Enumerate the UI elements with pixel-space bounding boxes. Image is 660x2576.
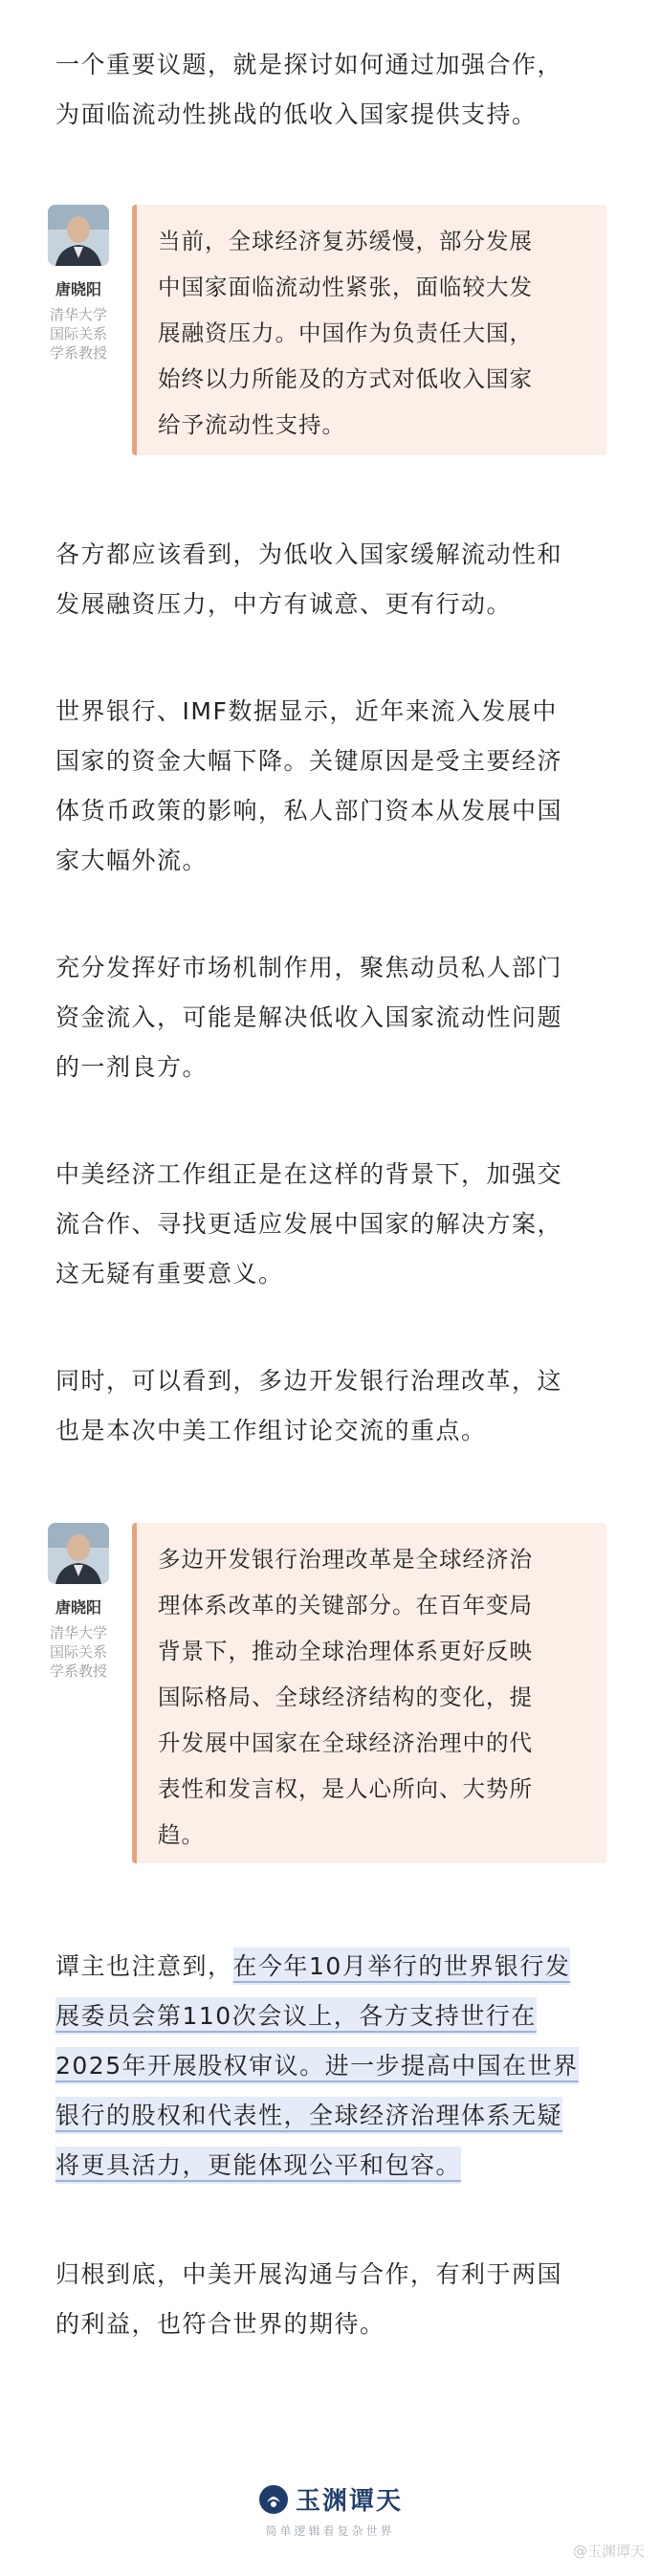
highlighted-text: 在今年10月举行的世界银行发	[233, 1948, 571, 1985]
highlighted-text: 银行的股权和代表性，全球经济治理体系无疑	[55, 2097, 562, 2134]
highlighted-text: 2025年开展股权审议。进一步提高中国在世界	[55, 2047, 579, 2084]
quote-line: 升发展中国家在全球经济治理中的代	[158, 1729, 533, 1756]
text-line	[55, 2091, 610, 2141]
avatar	[48, 1523, 109, 1584]
text-line: 各方都应该看到，为低收入国家缓解流动性和	[55, 540, 563, 568]
quote-author	[40, 205, 117, 363]
text-line: 为面临流动性挑战的低收入国家提供支持。	[55, 100, 538, 128]
paragraph-intro	[55, 40, 610, 140]
quote-line: 理体系改革的关键部分。在百年变局	[158, 1592, 533, 1618]
quote-line: 始终以力所能及的方式对低收入国家	[158, 365, 533, 392]
watermark: @玉渊谭天	[572, 2543, 645, 2560]
text-line	[55, 2141, 610, 2191]
text-line	[55, 2041, 610, 2091]
quote-box	[132, 1523, 606, 1863]
avatar	[48, 205, 109, 266]
author-title-line: 学系教授	[49, 1662, 107, 1680]
quote-line: 趋。	[158, 1821, 205, 1848]
paragraph-conclusion	[55, 2250, 610, 2349]
highlighted-text: 展委员会第110次会议上，各方支持世行在	[55, 1997, 537, 2035]
logo-name: 玉渊谭天	[295, 2487, 403, 2516]
text-line: 资金流入，可能是解决低收入国家流动性问题	[55, 1003, 563, 1031]
paragraph-highlighted	[55, 1942, 610, 2191]
text-line: 的利益，也符合世界的期待。	[55, 2310, 385, 2338]
logo-slogan: 简单逻辑看复杂世界	[265, 2524, 395, 2538]
author-title	[40, 1623, 117, 1681]
author-title	[40, 305, 117, 363]
quote-line: 多边开发银行治理改革是全球经济治	[158, 1546, 533, 1573]
paragraph	[55, 943, 610, 1092]
text-line: 体货币政策的影响，私人部门资本从发展中国	[55, 797, 563, 825]
quote-author	[40, 1523, 117, 1681]
quote-line: 当前，全球经济复苏缓慢，部分发展	[158, 228, 533, 254]
text-plain: 谭主也注意到，	[55, 1952, 233, 1980]
author-title-line: 国际关系	[49, 325, 107, 342]
paragraph	[55, 1356, 610, 1456]
quote-line: 展融资压力。中国作为负责任大国，	[158, 319, 533, 346]
author-title-line: 清华大学	[49, 306, 107, 323]
text-line: 这无疑有重要意义。	[55, 1260, 284, 1288]
text-line: 流合作、寻找更适应发展中国家的解决方案，	[55, 1210, 563, 1238]
text-line	[55, 1942, 610, 1992]
author-title-line: 国际关系	[49, 1643, 107, 1661]
text-line: 归根到底，中美开展沟通与合作，有利于两国	[55, 2260, 563, 2288]
author-title-line: 学系教授	[49, 344, 107, 362]
text-line: 世界银行、IMF数据显示，近年来流入发展中	[55, 697, 558, 725]
text-line: 充分发挥好市场机制作用，聚焦动员私人部门	[55, 954, 563, 981]
quote-box	[132, 205, 606, 455]
paragraph	[55, 530, 610, 629]
footer-logo	[249, 2481, 411, 2548]
author-title-line: 清华大学	[49, 1624, 107, 1641]
highlighted-text: 将更具活力，更能体现公平和包容。	[55, 2147, 461, 2184]
text-line: 一个重要议题，就是探讨如何通过加强合作，	[55, 51, 563, 78]
quote-line: 中国家面临流动性紧张，面临较大发	[158, 274, 533, 300]
text-line: 家大幅外流。	[55, 847, 209, 874]
author-name: 唐晓阳	[55, 280, 101, 298]
author-name: 唐晓阳	[55, 1598, 101, 1617]
quote-line: 表性和发言权，是人心所向、大势所	[158, 1775, 533, 1802]
logo-row	[249, 2481, 411, 2517]
text-line	[55, 1992, 610, 2041]
text-line: 发展融资压力，中方有诚意、更有行动。	[55, 590, 513, 618]
expert-quote	[40, 1523, 614, 1863]
text-line: 同时，可以看到，多边开发银行治理改革，这	[55, 1367, 563, 1395]
quote-line: 背景下，推动全球治理体系更好反映	[158, 1638, 533, 1664]
paragraph	[55, 1150, 610, 1299]
logo-icon	[257, 2483, 290, 2516]
paragraph	[55, 687, 610, 886]
text-line: 的一剂良方。	[55, 1053, 209, 1081]
text-line: 国家的资金大幅下降。关键原因是受主要经济	[55, 747, 563, 775]
expert-quote	[40, 205, 614, 455]
text-line: 中美经济工作组正是在这样的背景下，加强交	[55, 1160, 563, 1188]
quote-line: 国际格局、全球经济结构的变化，提	[158, 1684, 533, 1710]
quote-line: 给予流动性支持。	[158, 411, 345, 438]
text-line: 也是本次中美工作组讨论交流的重点。	[55, 1417, 487, 1444]
